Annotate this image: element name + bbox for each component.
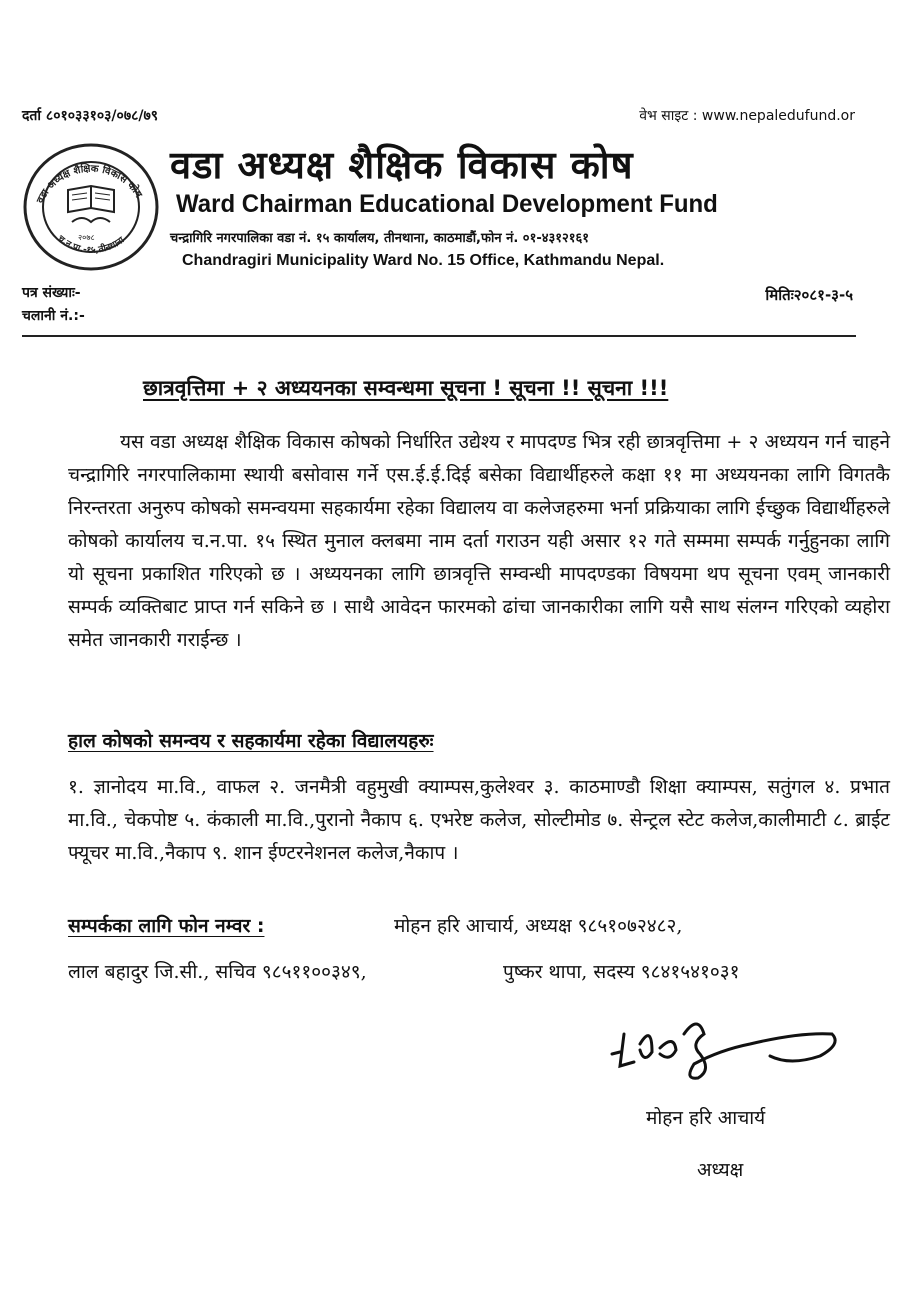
letter-date: मितिः२०८१-३-५	[765, 286, 853, 304]
signatory-title: अध्यक्ष	[697, 1159, 744, 1181]
address-english: Chandragiri Municipality Ward No. 15 Office, Kathmandu Nepal.	[182, 252, 665, 269]
header-divider	[22, 335, 856, 337]
contact-member: पुष्कर थापा, सदस्य ९८४१५४१०३१	[503, 961, 740, 983]
title-nepali: वडा अध्यक्ष शैक्षिक विकास कोष	[170, 143, 634, 187]
address-nepali: चन्द्रागिरि नगरपालिका वडा नं. १५ कार्यालय, तीनथाना, काठमाडौं,फोन नं. ०१-४३१२१६१	[170, 231, 590, 246]
signatory-name: मोहन हरि आचार्य	[646, 1107, 766, 1129]
schools-list: १. ज्ञानोदय मा.वि., वाफल २. जनमैत्री वहुमुखी क्याम्पस,कुलेश्वर ३. काठमाण्डौ शिक्षा क्याम्पस, सतुंगल ४. प्रभात मा.वि., चेकपोष्ट ५. कंकाली मा.वि.,पुरानो नैकाप ६. एभरेष्ट कलेज, सोल्टीमोड ७. सेन्ट्रल स्टेट कलेज,कालीमाटी ८. ब्राईट फ्यूचर मा.वि.,नैकाप ९. शान ईण्टरनेशनल कलेज,नैकाप ।	[68, 776, 890, 864]
website: वेभ साइट : www.nepaledufund.or	[639, 108, 855, 124]
seal-logo	[22, 142, 160, 272]
schools-heading: हाल कोषको समन्वय र सहकार्यमा रहेका विद्यालयहरुः	[68, 730, 434, 752]
notice-body: यस वडा अध्यक्ष शैक्षिक विकास कोषको निर्धारित उद्येश्य र मापदण्ड भित्र रही छात्रवृत्तिमा + २ अध्ययन गर्न चाहने चन्द्रागिरि नगरपालिकामा स्थायी बसोवास गर्ने एस.ई.ई.दिई बसेका विद्यार्थीहरुले कक्षा ११ मा अध्ययनका लागि विगतकै निरन्तरता अनुरुप कोषको समन्वयमा सहकार्यमा रहेका विद्यालय वा कलेजहरुमा भर्ना प्रक्रियाका लागि ईच्छुक विद्यार्थीहरुले कोषको कार्यालय च.न.पा. १५ स्थित मुनाल क्लबमा नाम दर्ता गराउन यही असार १२ गते सम्ममा सम्पर्क गर्नुहुनका लागि यो सूचना प्रकाशित गरिएको छ । अध्ययनका लागि छात्रवृत्ति सम्वन्धी मापदण्डका विषयमा थप सूचना एवम् जानकारी सम्पर्क व्यक्तिबाट प्राप्त गर्न सकिने छ । साथै आवेदन फारमको ढांचा जानकारीका लागि यसै साथ संलग्न गरिएको व्यहोरा समेत जानकारी गराईन्छ ।	[68, 431, 890, 651]
svg-text:वडा अध्यक्ष शैक्षिक विकास कोष	[35, 162, 145, 207]
letter-number: पत्र संख्याः-	[22, 285, 81, 301]
seal-text-top: वडा अध्यक्ष शैक्षिक विकास कोष	[35, 163, 144, 206]
dispatch-number: चलानी नं.:-	[22, 308, 85, 324]
seal-text-bottom: च.न.पा.-१५,तीनथाना	[55, 233, 127, 256]
signature-scribble	[600, 1004, 840, 1094]
contact-secretary: लाल बहादुर जि.सी., सचिव ९८५११००३४९,	[68, 961, 367, 983]
contact-label: सम्पर्कका लागि फोन नम्वर :	[68, 915, 265, 937]
title-english: Ward Chairman Educational Development Fund	[176, 190, 718, 218]
seal-year: २०७८	[78, 233, 95, 242]
registration-number: दर्ता ८०१०३३१०३/०७८/७९	[22, 108, 159, 124]
notice-heading: छात्रवृत्तिमा + २ अध्ययनका सम्वन्धमा सूचना ! सूचना !! सूचना !!!	[143, 376, 669, 400]
contact-chairman: मोहन हरि आचार्य, अध्यक्ष ९८५१०७२४८२,	[394, 915, 683, 937]
